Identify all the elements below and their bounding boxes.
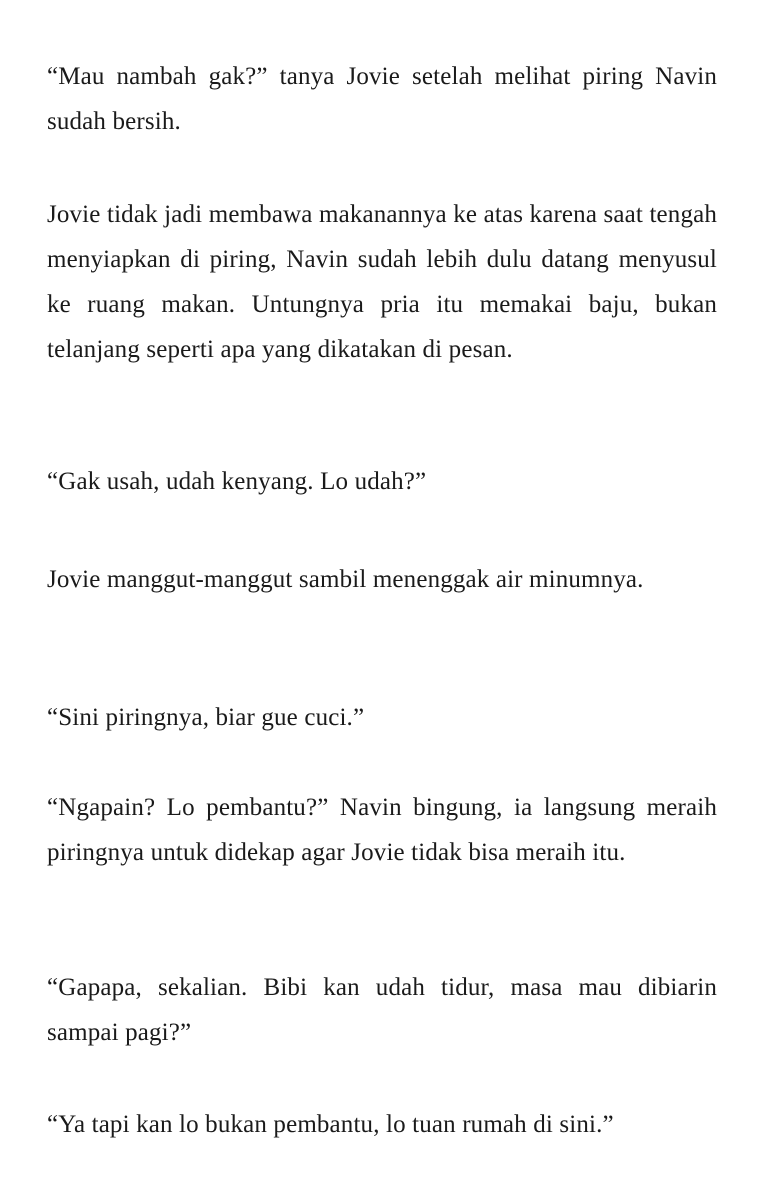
- paragraph-2: Jovie tidak jadi membawa makanannya ke atas karena saat tengah menyiapkan di piring, Navin sudah lebih dulu datang menyusul ke ruang makan. Untungnya pria itu memakai baju, bukan telanjang seperti apa yang dikatakan di pesan.: [47, 201, 717, 363]
- paragraph-8: “Ya tapi kan lo bukan pembantu, lo tuan rumah di sini.”: [47, 1111, 614, 1138]
- paragraph-3: “Gak usah, udah kenyang. Lo udah?”: [47, 468, 427, 495]
- paragraph-6: “Ngapain? Lo pembantu?” Navin bingung, ia langsung meraih piringnya untuk didekap agar Jovie tidak bisa meraih itu.: [47, 794, 717, 866]
- paragraph-1: “Mau nambah gak?” tanya Jovie setelah melihat piring Navin sudah bersih.: [47, 63, 717, 135]
- paragraph-7: “Gapapa, sekalian. Bibi kan udah tidur, masa mau dibiarin sampai pagi?”: [47, 974, 717, 1046]
- paragraph-5: “Sini piringnya, biar gue cuci.”: [47, 704, 365, 731]
- paragraph-4: Jovie manggut-manggut sambil menenggak air minumnya.: [47, 566, 644, 593]
